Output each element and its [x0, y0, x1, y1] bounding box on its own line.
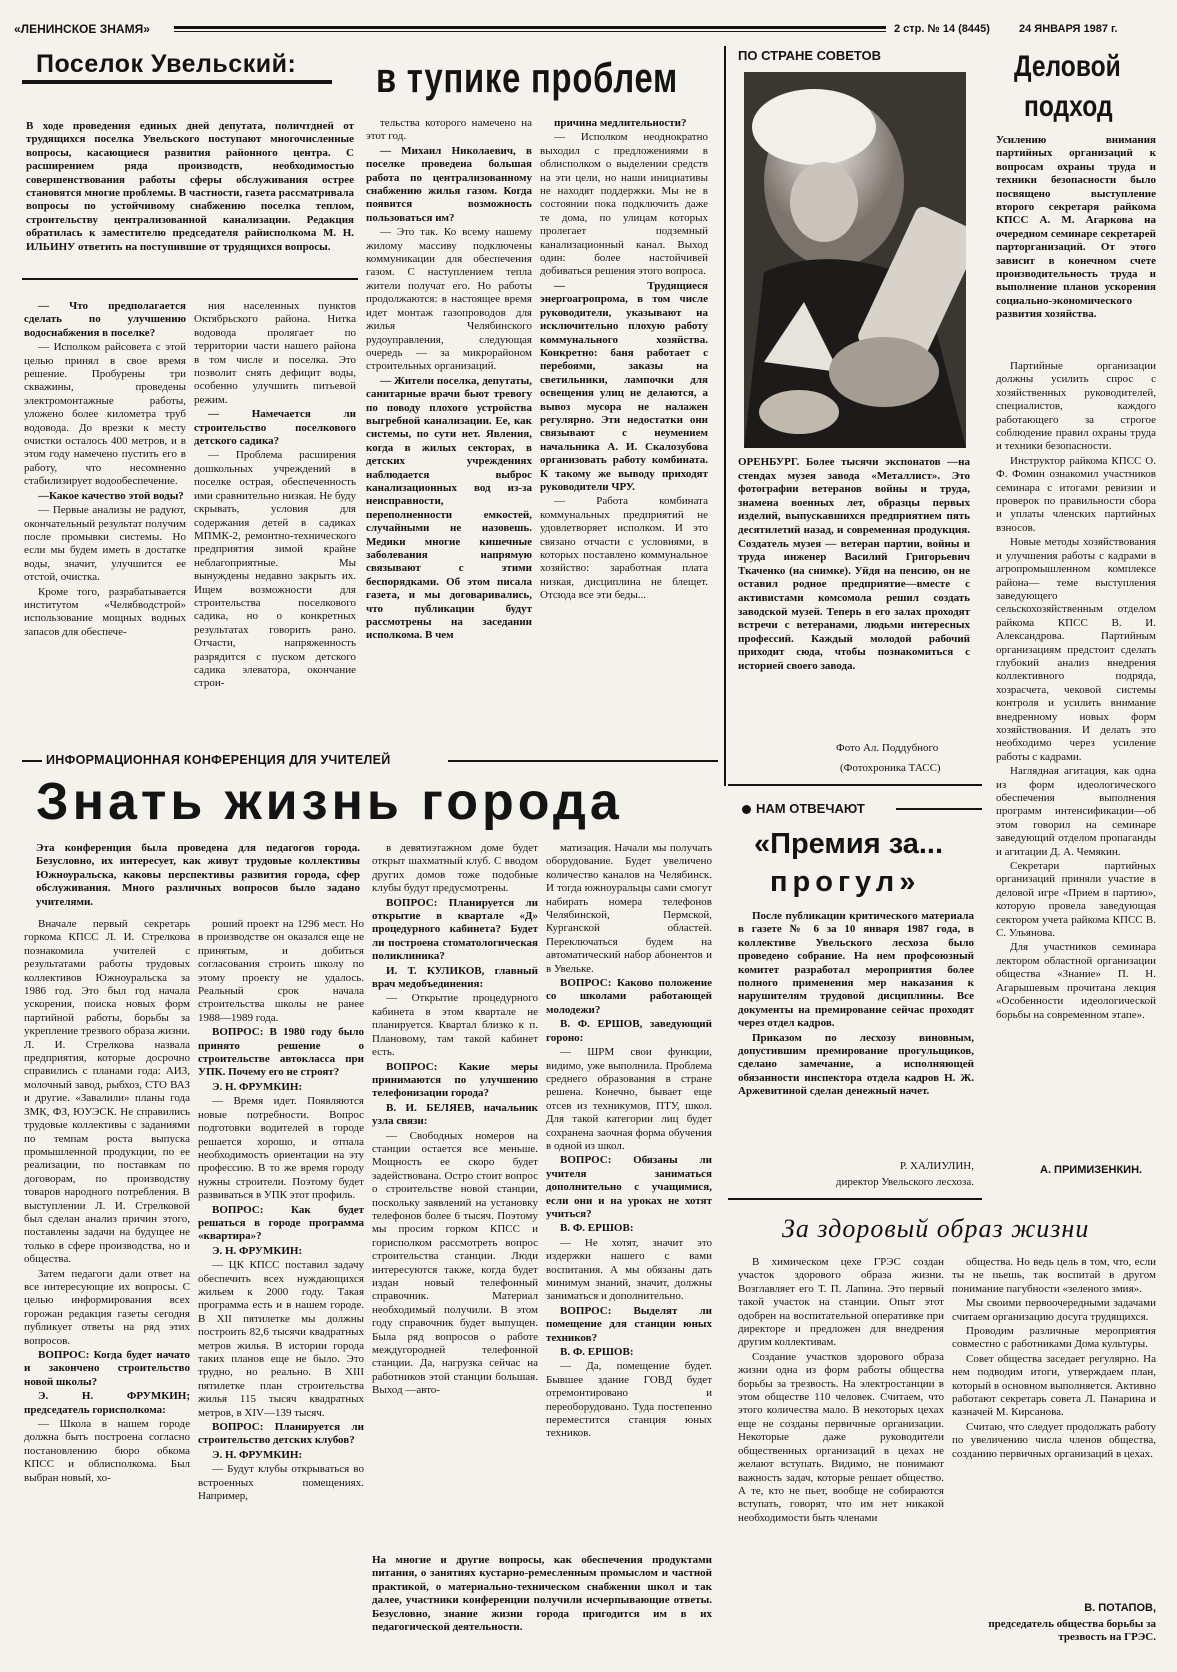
article-right-signature: А. ПРИМИЗЕНКИН.: [1040, 1164, 1143, 1176]
column-divider: [724, 46, 726, 786]
paragraphs: [366, 117, 532, 643]
paragraph: Создание участков здорового образа жизни одна из форм работы общества борьбы за трезвость. На электростанции в этом обществе 110 человек. Считаем, что этого количества мало. В некоторых цехах еще не созданы первичные организации. Некоторые даже руководители общественных организаций в цехах не желают вступать. Видимо, не понимают важность задач, которые решает общество. А те, кто не пьет, вообще не собираются вступать, говорят, что им нет никакой необходимости быть членами: [738, 1350, 944, 1524]
article3-signature: Р. ХАЛИУЛИН,: [899, 1160, 974, 1172]
paragraph: — Будут клубы открываться во встроенных помещениях. Например,: [198, 1463, 364, 1503]
paragraph: Секретари партийных организаций приняли участие в деловой игре «Прием в партию», которую провела заведующая сектором учета райкома КПСС В. С. Ульянова.: [996, 860, 1156, 940]
article-right-body: [996, 360, 1156, 1178]
paragraph: Э. Н. ФРУМКИН:: [212, 1080, 303, 1093]
paragraphs: [996, 360, 1156, 1022]
article1-col4: [540, 117, 708, 737]
photo-caption: ОРЕНБУРГ. Более тысячи экспонатов —на стендах музея завода «Металлист». Это фотографии ветеранов войны и труда, знамена военных лет, образцы первых изделий, выпускавшихся предприятием пять десятилетий назад, и современная продукция. Создатель музея — ветеран партии, войны и труда инженер Василий Григорьевич Ткаченко (на снимке). Уйдя на пенсию, он не оставил родное предприятие—вместе с активистами комсомола решил создать заводской музей. Теперь в его залах проходят встречи с ветеранами, людьми интересных профессий. Каждый молодой рабочий приходит сюда, чтобы познакомиться с историей своего завода.: [738, 456, 970, 672]
article4-title: За здоровый образ жизни: [782, 1214, 1090, 1243]
page-info: 2 стр. № 14 (8445): [894, 23, 990, 35]
article2-closing: На многие и другие вопросы, как обеспечения продуктами питания, о занятиях кустарно-ремесленным промыслом и частной практикой, о материально-техническом снабжении школ и так далее, участники конференции получили исчерпывающие ответы. Безусловно, знание жизни города пригодится им в их педагогической деятельности.: [372, 1554, 712, 1634]
paragraph: — Трудящиеся энергоагропрома, в том числе руководители, указывают на исключительно плохую работу коммунального хозяйства. Конкретно: баня работает с перебоями, заказы на светильники, лампочки для освещения улиц не делаются, а вывоз мусора не налажен регулярно. Эти недостатки они связывают с неумением начальника А. И. Скалозубова организовать работу комбината. К такому же выводу приходят руководители ЧРУ.: [540, 279, 708, 493]
article2-rubric: ИНФОРМАЦИОННАЯ КОНФЕРЕНЦИЯ ДЛЯ УЧИТЕЛЕЙ: [46, 753, 391, 767]
article3-bottom-rule: [728, 1198, 982, 1200]
article2-lead: Эта конференция была проведена для педагогов города. Безусловно, их интересует, как живут трудовые коллективы Южноуральска, каковы перспективы развития города, сфер обслуживания. Много различных вопросов было задано учителями.: [36, 842, 360, 908]
issue-date: 24 ЯНВАРЯ 1987 г.: [1019, 23, 1118, 35]
rubric-rule-left: [22, 760, 42, 762]
article1-col3: [366, 117, 532, 737]
paragraph: Кроме того, разрабатывается институтом «Челябводстрой» использование мощных водных запасов для обеспече-: [24, 585, 186, 638]
masthead: [14, 20, 1164, 40]
paragraph: Приказом по лесхозу виновным, допустившим премирование прогульщиков, сделано замечание, а исполняющей обязанности инспектора отдела кадров Н. Ж. Аржевитиной сделан денежный начет.: [738, 1031, 974, 1098]
paragraph: ВОПРОС: Каково положение со школами работающей молодежи?: [546, 977, 712, 1016]
paragraph: ВОПРОС: Планируется ли открытие в квартале «Д» процедурного кабинета? Будет ли построена стоматологическая поликлиника?: [372, 896, 538, 963]
paragraph: Затем педагоги дали ответ на все интересующие их вопросы. С целью информирования всех горожан редакция газеты сегодня публикует ответы на ряд этих вопросов.: [24, 1267, 190, 1347]
paragraph: ВОПРОС: Какие меры принимаются по улучшению телефонизации города?: [372, 1060, 538, 1100]
paragraphs: [546, 842, 712, 1441]
paragraph: причина медлительности?: [554, 117, 687, 129]
article-right-title-1: Деловой: [1014, 50, 1121, 83]
paragraph: — ШРМ свои функции, видимо, уже выполнила. Проблема среднего образования в стране решена. Конечно, бывает еще отсев из техникумов, ПТУ, школ. Для такой категории лиц будет сохранена заочная форма обучения в одной из школ.: [546, 1046, 712, 1152]
paragraph: Э. Н. ФРУМКИН; председатель горисполкома:: [24, 1390, 190, 1416]
paragraph: — Проблема расширения дошкольных учреждений в поселке острая, обеспеченность ими сравнительно низкая. Не буду скрывать, условия для содержания детей в садиках МПМК-2, ремонтно-технического предприятия зимой крайне неблагоприятные. Мы вынуждены недавно закрыть их. Ищем возможности для строительства поселкового садика, но о конкретных результатах говорить рано. Отчасти, напряженность разрядится с пуском детского садика элеватора, окончание строи-: [194, 449, 356, 690]
paragraph: Мы своими первоочередными задачами считаем организацию досуга трудящихся.: [952, 1297, 1156, 1323]
photo-agency: (Фотохроника ТАСС): [840, 762, 941, 774]
paragraph: — Не хотят, значит это издержки нашего с вами воспитания. А мы обязаны дать минимум знаний, значит, должны заниматься и дополнительно.: [546, 1236, 712, 1303]
paragraph: В. Ф. ЕРШОВ, заведующий гороно:: [546, 1018, 712, 1044]
paragraphs: [372, 842, 538, 1398]
article3-rubric-rule: [896, 808, 982, 810]
article2-col3: [372, 842, 538, 1546]
paragraph: В. Ф. ЕРШОВ:: [560, 1222, 634, 1235]
paragraph: Э. Н. ФРУМКИН:: [212, 1244, 303, 1257]
paragraph: ВОПРОС: Как будет решаться в городе программа «квартира»?: [198, 1203, 364, 1243]
paragraph: — Исполком неоднократно выходил с предложениями в облисполком о выделении средств на эти цели, но наши инициативы не находят поддержки. Мы не в состоянии пока подключить даже те дома, по улицам которых пролегает подземный канализационный канал. Выход один: более настойчивей добиваться решения этого вопроса.: [540, 131, 708, 278]
paragraph: —Какое качество этой воды?: [38, 489, 184, 502]
article1-col1: [24, 300, 186, 738]
paragraph: Считаю, что следует продолжать работу по увеличению числа членов общества, созданию первичных организаций в цехах.: [952, 1420, 1156, 1460]
paragraph: И. Т. КУЛИКОВ, главный врач медобъединения:: [372, 964, 538, 991]
article2-col1: [24, 918, 190, 1662]
paragraph: Совет общества заседает регулярно. На нем подводим итоги, утверждаем план, который в основном выполняется. Активно работают секретарь совета Л. Панарина и казначей М. Кирсанова.: [952, 1352, 1156, 1419]
paragraphs: [194, 300, 356, 691]
paragraph: тельства которого намечено на этот год.: [366, 117, 532, 143]
paragraph: Вначале первый секретарь горкома КПСС Л. И. Стрелкова познакомила учителей с результатами работы трудовых коллективов Южноуральска за 1986 год. Это был год начала ускорения, поиска новых форм партийной работы, борьбы за укрепление трезвого образа жизни. Л. И. Стрелкова назвала предприятия, которые досрочно справились с планами года: АИЗ, молочный завод, рыбхоз, СТО ВАЗ и другие. «Завалили» планы года ЗМК, ФЗ, ЮУЭСК. Не справились трудовые коллективы с заданиями по темпам роста выпуска промышленной продукции, по ее реализации, по поставкам по договорам, по производству товаров народного потребления. В выступлении Л. И. Стрелковой был сделан анализ причин этого, поставлены задачи на будущее не только в сфере производства, но и общества.: [24, 918, 190, 1266]
paragraphs: [198, 918, 364, 1503]
paragraphs: [24, 300, 186, 639]
article1-title: в тупике проблем: [376, 54, 679, 101]
paragraph: — Школа в нашем городе должна быть построена согласно постановлению бюро обкома КПСС и облисполкома. Был выбран новый, хо-: [24, 1418, 190, 1484]
article4-position: председатель общества борьбы за трезвость на ГРЭС.: [988, 1618, 1156, 1643]
paragraph: Наглядная агитация, как одна из форм идеологического обеспечения выполнения программ интенсификации—об этом говорил на семинаре заведующий отделом пропаганды и агитации Д. А. Чемякин.: [996, 765, 1156, 858]
photo-credit: Фото Ал. Поддубного: [836, 742, 939, 754]
paragraph: — Михаил Николаевич, в поселке проведена большая работа по централизованному снабжению жилья газом. Когда появится возможность пользоваться им?: [366, 144, 532, 224]
article-right-lead: Усилению внимания партийных организаций к вопросам охраны труда и техники безопасности было посвящено выступление второго секретаря райкома КПСС А. М. Агаркова на очередном семинаре секретарей парторганизаций. От этого зависит в конечном счете производительность труда и выполнение планов ускорения социально-экономического развития хозяйства.: [996, 134, 1156, 321]
paragraph: — Первые анализы не радуют, окончательный результат получим после промывки системы. Но если мы будем иметь в достатке воды, значит, улучшится ее отстой, очистка.: [24, 504, 186, 584]
kicker-underline: [22, 80, 332, 84]
masthead-rule: [174, 26, 886, 29]
paragraph: — Намечается ли строительство поселкового детского садика?: [194, 408, 356, 448]
paragraph: в девятиэтажном доме будет открыт шахматный клуб. С вводом других домов тоже подобные клубы будут предусмотрены.: [372, 842, 538, 895]
paragraph: — Работа комбината коммунальных предприятий не удовлетворяет исполком. И это связано отчасти с условиями, в которых поставлено коммунальное хозяйство: заработная плата низкая, дисциплина не блещет. Отсюда все эти беды...: [540, 495, 708, 602]
paragraph: — Жители поселка, депутаты, санитарные врачи бьют тревогу по поводу плохого устройства выгребной канализации. Ее, как системы, по сути нет. Явления, когда в жилых секторах, в детских учреждениях наблюдается выброс канализационных вод из-за неисправности, переполненности емкостей, случайными не назовешь. Медики многие кишечные заболевания напрямую связывают с этими беспорядками. Об этом писала газета, и мы договаривались, что публикации будут рассмотрены на заседании исполкома. В чем: [366, 374, 532, 642]
paragraph: — Это так. Ко всему нашему жилому массиву подключены коммуникации для обеспечения газом. С наступлением тепла жители получат его. Но работы продолжаются: в настоящее время идет монтаж газопроводов для жилья Челябинского рудоуправления, следующая очередь — за микрорайоном строительных организаций.: [366, 226, 532, 373]
museum-photo-image: [744, 72, 966, 448]
paragraph: Проводим различные мероприятия совместно с работниками Дома культуры.: [952, 1325, 1156, 1351]
paragraphs: [738, 910, 974, 1099]
museum-photo: [744, 72, 966, 448]
article-right-title-2: подход: [1024, 90, 1113, 123]
article2-title: Знать жизнь города: [36, 773, 623, 831]
rubric-bullet: [742, 805, 751, 814]
paragraph: роший проект на 1296 мест. Но в производстве он оказался еще не принятым, и добиться согласования строить школу по этому проекту не удалось. Реальный срок начала строительства школы не ранее 1988—1989 года.: [198, 918, 364, 1024]
masthead-rule-thin: [174, 31, 886, 32]
article1-kicker: Поселок Увельский:: [36, 50, 297, 78]
article3-title-2: прогул»: [770, 866, 921, 898]
article3-position: директор Увельского лесхоза.: [835, 1176, 974, 1188]
paragraph: — ЦК КПСС поставил задачу обеспечить всех нуждающихся жильем к 2000 году. Такая программа есть и в нашем городе. В XII пятилетке мы должны построить 82,6 тысячи квадратных метров жилья. В истории города таких планов еще не было. Это трудно, но реально. В XIII пятилетке план строительства жилья 115 тысяч квадратных метров, в XIV—139 тысяч.: [198, 1259, 364, 1419]
paragraph: ВОПРОС: Выделят ли помещение для станции юных техников?: [546, 1304, 712, 1344]
paragraphs: [24, 918, 190, 1485]
photo-bottom-rule: [728, 784, 982, 786]
paragraph: ВОПРОС: Обязаны ли учителя заниматься дополнительно с учащимися, если они и на уроках не хотят учиться?: [546, 1154, 712, 1220]
paragraph: Инструктор райкома КПСС О. Ф. Фомин ознакомил участников семинара с итогами ревизии и проверок по правильности сбора и уплаты членских партийных взносов.: [996, 454, 1156, 534]
paragraph: — Да, помещение будет. Бывшее здание ГОВД будет отремонтировано и переоборудовано. Туда постепенно переместится станция юных техников.: [546, 1360, 712, 1440]
article4-col2: [952, 1256, 1156, 1594]
paragraph: В. Ф. ЕРШОВ:: [560, 1346, 634, 1359]
paragraph: ВОПРОС: Планируется ли строительство детских клубов?: [198, 1421, 364, 1447]
paragraph: Для участников семинара лектором областной организации общества «Знание» П. Н. Агарышевым прочитана лекция «Особенности идеологической борьбы на современном этапе».: [996, 941, 1156, 1021]
paragraph: Э. Н. ФРУМКИН:: [212, 1448, 303, 1461]
paragraph: — Свободных номеров на станции остается все меньше. Мощность ее скоро будет задействована. Остро стоит вопрос о строительстве новой станции, поскольку заявлений на установку телефонов более 6 тысяч. Поэтому мы просим горком КПСС и горисполком рассмотреть вопрос строительства станции. Люди интересуются также, когда будет издан новый телефонный справочник. Материал необходимый получили. В этом году справочник будет выпущен. Была ряд вопросов о работе междугородней телефонной станции. Да, нагрузка сейчас на работников этой станции большая. Выход —авто-: [372, 1129, 538, 1397]
paragraphs: [952, 1256, 1156, 1461]
paragraph: Партийные организации должны усилить спрос с хозяйственных руководителей, специалистов, каждого работающего за строгое соблюдение правил охраны труда и техники безопасности.: [996, 360, 1156, 453]
paragraph: В. И. БЕЛЯЕВ, начальник узла связи:: [372, 1101, 538, 1128]
lead-rule: [22, 278, 358, 280]
rubric-rule-right: [448, 760, 718, 762]
photo-rubric: ПО СТРАНЕ СОВЕТОВ: [738, 48, 882, 63]
paragraphs: [738, 1256, 944, 1525]
article2-col4: [546, 842, 712, 1546]
article1-col2: [194, 300, 356, 738]
paragraph: ВОПРОС: Когда будет начато и закончено строительство новой школы?: [24, 1349, 190, 1388]
paragraph: ния населенных пунктов Октябрьского района. Нитка водовода пролягает по территории части нашего района в том числе и поселка. Это позволит снять дефицит воды, особенно улучшить питьевой режим.: [194, 300, 356, 406]
paragraph: матизация. Начали мы получать оборудование. Будет увеличено количество каналов на Челябинск. И тогда южноуральцы сами смогут набирать номера телефонов Челябинской, Пермской, Курганской областей. Переключаться будем на автоматический набор абонентов и в Увельке.: [546, 842, 712, 975]
paragraph: — Открытие процедурного кабинета в этом квартале не планируется. Квартал близко к п. Плановому, там такой кабинет есть.: [372, 992, 538, 1059]
paragraph: — Что предполагается сделать по улучшению водоснабжения в поселке?: [24, 300, 186, 339]
paragraph: Новые методы хозяйствования и улучшения работы с кадрами в агропромышленном комплексе района— теме выступления заведующего сельскохозяйственным отделом райкома КПСС В. И. Александрова. Партийным организациям предстоит сделать глубокий анализ внедрения коллективного подряда, хозрасчета, чековой системы контроля и усилить внимание внедренному новых форм хозяйствования. И делать это необходимо через усиление работы с кадрами.: [996, 536, 1156, 763]
paragraph: — Время идет. Появляются новые потребности. Вопрос подготовки водителей в городе решается хорошо, и отпала необходимость ориентации на эту профессию. В то же время городу нужны строители. Поэтому будет развиваться в УПК этот профиль.: [198, 1095, 364, 1202]
article3-title-1: «Премия за...: [754, 828, 944, 860]
paragraph: В химическом цехе ГРЭС создан участок здорового образа жизни. Возглавляет его Т. П. Лапина. Это первый такой участок на станции. Опыт этот одобрен на воспитательной оперативке при директоре и предложен для внедрения другим коллективам.: [738, 1256, 944, 1349]
newspaper-name: «ЛЕНИНСКОЕ ЗНАМЯ»: [14, 22, 150, 36]
article3-body: [738, 910, 974, 1154]
paragraph: После публикации критического материала в газете № 6 за 10 января 1987 года, в коллективе Увельского лесхоза было проведено собрание. На нем профсоюзный комитет разработал мероприятия более полного применения мер наказания к нарушителям трудовой дисциплины. Все документы на премирование сейчас проходят через отдел кадров.: [738, 910, 974, 1030]
paragraph: — Исполком райсовета с этой целью принял в свое время решение. Пробурены три скважины, проведены электромонтажные работы, уложено более километра труб водовода. До врезки к месту очистки осталось 400 метров, и в этом году намечено пустить его в работу, что несомненно стабилизирует водообеспечение.: [24, 341, 186, 488]
paragraph: общества. Но ведь цель в том, что, если ты не пьешь, так воспитай в другом понимание пагубности «зеленого змия».: [952, 1256, 1156, 1295]
article4-col1: [738, 1256, 944, 1664]
article1-lead: В ходе проведения единых дней депутата, поличтдней от трудящихся поселка Увельского поступают многочисленные вопросы, касающиеся развития районного центра. С расширением ряда производств, необходимостью совершенствования работы сферы обслуживания острее становятся многие проблемы. В частности, газета рассматривала вопросы по устойчивому снабжению поселка теплом, строительству централизованной канализации. Редакция обратилась к заместителю председателя райисполкома М. Н. ИЛЬИНУ ответить на поступившие от трудящихся вопросы.: [26, 120, 354, 253]
article4-signature: В. ПОТАПОВ,: [1084, 1602, 1156, 1614]
article3-rubric: НАМ ОТВЕЧАЮТ: [756, 801, 865, 816]
paragraph: ВОПРОС: В 1980 году было принято решение о строительстве автокласса при УПК. Почему его не строят?: [198, 1026, 364, 1079]
paragraphs: [540, 117, 708, 603]
article2-col2: [198, 918, 364, 1662]
